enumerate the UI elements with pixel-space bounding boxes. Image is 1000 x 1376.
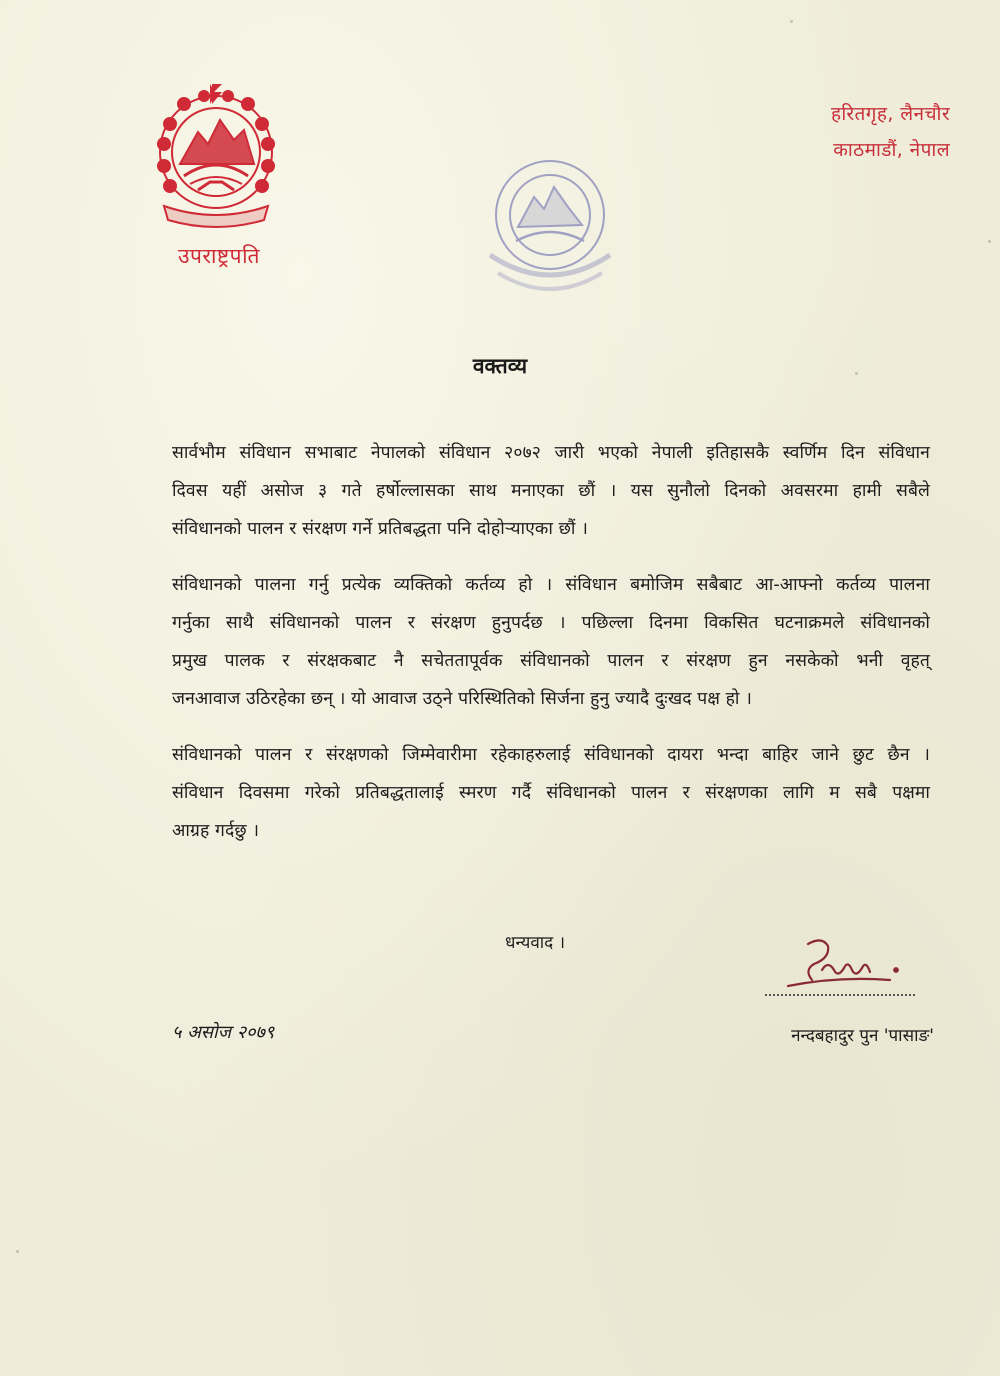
paragraph-2 [172,566,930,718]
address-block [831,96,950,168]
signature-line [765,994,915,996]
paper-speck [790,20,793,23]
address-line-1: हरितगृह, लैनचौर [830,103,950,125]
address-line-2: काठमाडौं, नेपाल [833,139,950,161]
paragraph-line: सार्वभौम संविधान सभाबाट नेपालको संविधान २०७२ जारी भएको नेपाली इतिहासकै स्वर्णिम दिन संविधान [172,443,930,463]
office-seal-stamp-icon [470,145,630,300]
paragraph-line: दिवस यहीं असोज ३ गते हर्षोल्लासका साथ मनाएका छौं । यस सुनौलो दिनको अवसरमा हामी सबैले [172,481,930,501]
paragraph-line: आग्रह गर्दछु । [172,821,260,841]
office-name: उपराष्ट्रपति [177,244,261,268]
signatory-name: नन्दबहादुर पुन 'पासाङ' [791,1026,934,1046]
paragraph-line: गर्नुका साथै संविधानको पालन र संरक्षण हुनुपर्दछ । पछिल्ला दिनमा विकसित घटनाक्रमले संविधानको [172,613,930,633]
paragraph-line: संविधानको पालन र संरक्षणको जिम्मेवारीमा रहेकाहरुलाई संविधानको दायरा भन्दा बाहिर जाने छुट छैन । [172,745,930,765]
handwritten-signature-icon [778,930,908,992]
paragraph-line: संविधान दिवसमा गरेको प्रतिबद्धतालाई स्मरण गर्दै संविधानको पालन र संरक्षणका लागि म सबै पक्षमा [172,783,930,803]
paragraph-3 [172,736,930,850]
document-title: वक्तव्य [472,354,528,378]
paragraph-line: संविधानको पालन र संरक्षण गर्ने प्रतिबद्धता पनि दोहोऱ्याएका छौं । [172,519,588,539]
statement-body [172,434,930,868]
paper-speck [855,372,858,375]
paper-speck [988,240,991,243]
closing-thanks: धन्यवाद । [505,933,566,953]
paragraph-1 [172,434,930,548]
paragraph-line: संविधानको पालना गर्नु प्रत्येक व्यक्तिको कर्तव्य हो । संविधान बमोजिम सबैबाट आ-आफ्नो कर्तव्य पालना [172,575,930,595]
paper-speck [16,1250,19,1253]
paragraph-line: प्रमुख पालक र संरक्षकबाट नै सचेततापूर्वक संविधानको पालन र संरक्षण हुन नसकेको भनी वृहत् [172,651,930,671]
nepal-emblem-icon [150,84,282,234]
paragraph-line: जनआवाज उठिरहेका छन् । यो आवाज उठ्ने परिस्थितिको सिर्जना हुनु ज्यादै दुःखद पक्ष हो । [172,689,752,709]
statement-date: ५ असोज २०७९ [172,1022,275,1043]
